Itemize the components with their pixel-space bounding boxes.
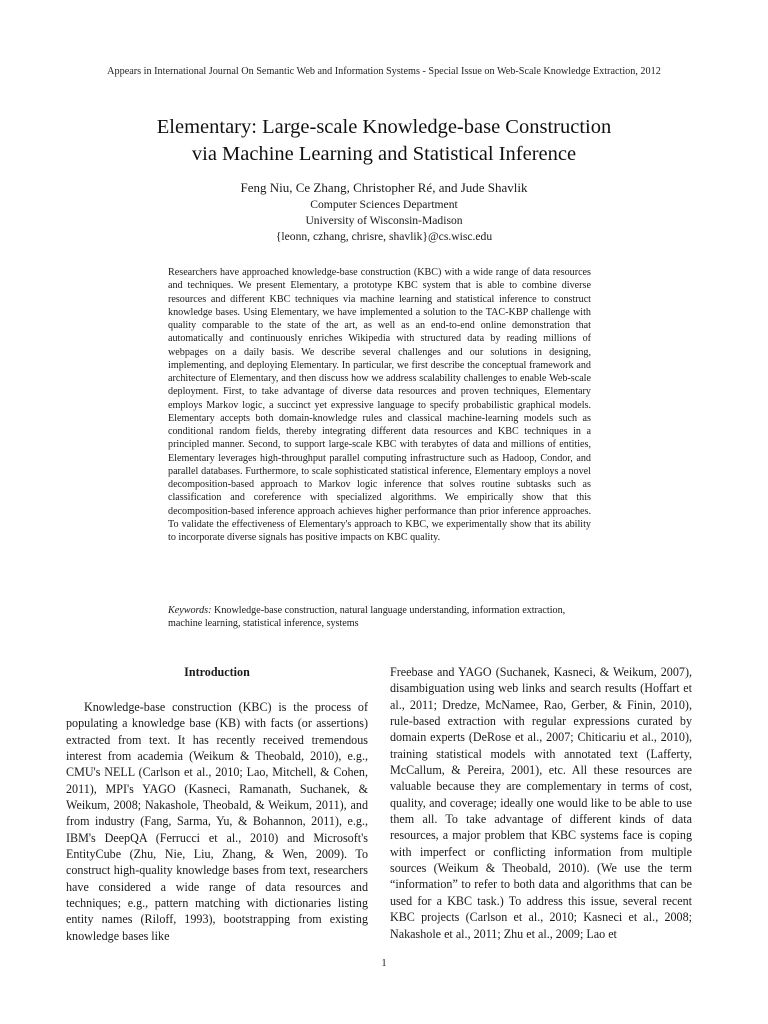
venue-header: Appears in International Journal On Semantic Web and Information Systems - Special Issue on Web-Scale Knowledge Extraction, 2012 <box>107 66 661 77</box>
author-emails: {leonn, czhang, chrisre, shavlik}@cs.wisc.edu <box>275 230 493 243</box>
abstract: Researchers have approached knowledge-base construction (KBC) with a wide range of data resources and techniques. We present Elementary, a prototype KBC system that is able to combine diverse resources and different KBC techniques via machine learning and statistical inference to construct knowledge bases. Using Elementary, we have implemented a solution to the TAC-KBP challenge with quality comparable to the state of the art, as well as an end-to-end online demonstration that automatically and continuously enriches Wikipedia with structured data by reading millions of webpages on a daily basis. We describe several challenges and our solutions in designing, implementing, and deploying Elementary. In particular, we first describe the conceptual framework and architecture of Elementary, and then discuss how we address scalability challenges to enable Web-scale deployment. First, to take advantage of diverse data resources and proven techniques, Elementary employs Markov logic, a succinct yet expressive language to specify probabilistic graphical models. Elementary accepts both domain-knowledge rules and classical machine-learning models such as conditional random fields, thereby integrating different data resources and KBC techniques in a principled manner. Second, to support large-scale KBC with terabytes of data and millions of entities, Elementary leverages high-throughput parallel computing infrastructure such as Hadoop, Condor, and parallel databases. Furthermore, to scale sophisticated statistical inference, Elementary employs a novel decomposition-based approach to Markov logic inference that solves routine subtasks such as classification and coreference with specialized algorithms. We empirically show that this decomposition-based inference approach achieves higher performance than prior inference approaches. To validate the effectiveness of Elementary's approach to KBC, we experimentally show that its ability to incorporate diverse signals has positive impacts on KBC quality. <box>168 267 591 543</box>
title-line-2: via Machine Learning and Statistical Inference <box>191 143 577 165</box>
department: Computer Sciences Department <box>310 198 458 211</box>
page-number: 1 <box>381 958 387 969</box>
title-line-1: Elementary: Large-scale Knowledge-base Construction <box>156 116 612 138</box>
affiliation-block <box>0 197 768 245</box>
university: University of Wisconsin-Madison <box>305 214 463 227</box>
keywords-text: Knowledge-base construction, natural language understanding, information extraction, machine learning, statistical inference, systems <box>168 605 566 630</box>
paper-title <box>0 114 768 168</box>
introduction-paragraph-left: Knowledge-base construction (KBC) is the process of populating a knowledge base (KB) with facts (or assertions) extracted from text. It has recently received tremendous interest from academia (Weikum & Theobald, 2010), e.g., CMU's NELL (Carlson et al., 2010; Lao, Mitchell, & Cohen, 2011), MPI's YAGO (Kasneci, Ramanath, Suchanek, & Weikum, 2008; Nakashole, Theobald, & Weikum, 2011), and from industry (Fang, Sarma, Yu, & Bohannon, 2011), e.g., IBM's DeepQA (Ferrucci et al., 2010) and Microsoft's EntityCube (Zhu, Nie, Liu, Zhang, & Wen, 2009). To construct high-quality knowledge bases from text, researchers have considered a wide range of data resources and techniques; e.g., pattern matching with dictionaries listing entity names (Riloff, 1993), bootstrapping from existing knowledge bases like <box>66 700 368 943</box>
author-list: Feng Niu, Ce Zhang, Christopher Ré, and Jude Shavlik <box>240 180 528 195</box>
right-column <box>390 664 692 942</box>
left-column <box>66 664 368 944</box>
introduction-paragraph-right: Freebase and YAGO (Suchanek, Kasneci, & Weikum, 2007), disambiguation using web links and search results (Hoffart et al., 2011; Dredze, McNamee, Rao, Gerber, & Finin, 2010), rule-based extraction with regular expressions curated by domain experts (DeRose et al., 2007; Chiticariu et al., 2010), training statistical models with annotated text (Lafferty, McCallum, & Pereira, 2001), etc. All these resources are valuable because they are complementary in terms of cost, quality, and coverage; ideally one would like to be able to use them all. To take advantage of different kinds of data resources, a major problem that KBC systems face is coping with imperfect or conflicting information from multiple sources (Weikum & Theobald, 2010). (We use the term “information” to refer to both data and algorithms that can be used for a KBC task.) To address this issue, several recent KBC projects (Carlson et al., 2010; Kasneci et al., 2008; Nakashole et al., 2011; Zhu et al., 2009; Lao et <box>390 665 692 941</box>
keywords <box>168 604 591 631</box>
keywords-label: Keywords: <box>168 605 212 616</box>
introduction-heading: Introduction <box>184 665 250 679</box>
